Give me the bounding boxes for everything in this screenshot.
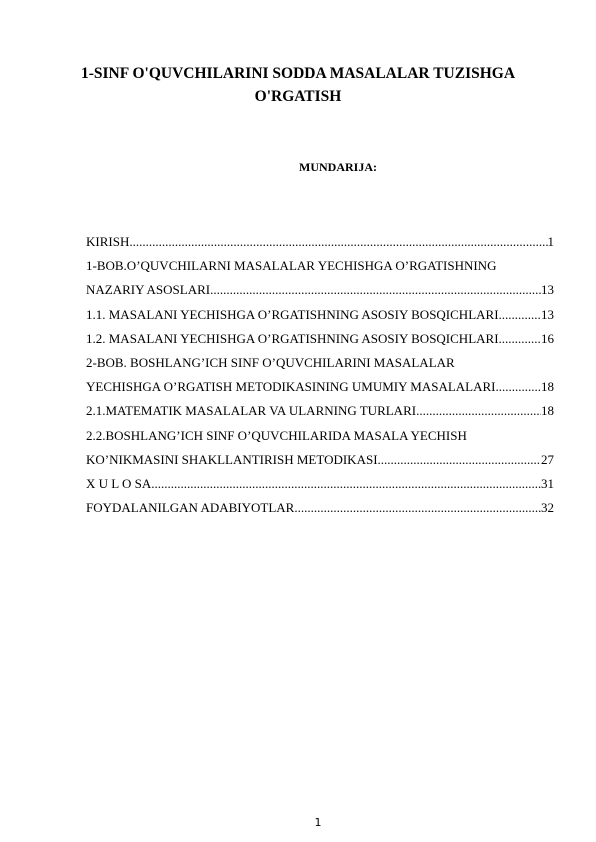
title-line-2: O'RGATISH [254, 88, 342, 105]
toc-entry-page: 1 [547, 234, 554, 249]
toc-entry-page: 31 [541, 475, 554, 491]
toc-entry-label: YECHISHGA O’RGATISH METODIKASINING UMUMIY MASALALARI [86, 379, 496, 395]
table-of-contents [86, 230, 554, 520]
toc-entry-page: 32 [541, 500, 554, 516]
toc-entry-section-1-2[interactable] [86, 327, 554, 351]
toc-leader-dots [496, 375, 542, 399]
toc-entry-label: 2.1.MATEMATIK MASALALAR VA ULARNING TURLARI [86, 403, 417, 419]
toc-entry-label: KIRISH [86, 234, 130, 249]
toc-leader-dots [294, 496, 541, 520]
toc-leader-dots [151, 472, 541, 496]
toc-entry-section-2-2[interactable] [86, 424, 554, 472]
toc-entry-chapter-2[interactable] [86, 351, 554, 399]
toc-entry-page: 27 [541, 451, 554, 467]
toc-entry-page: 13 [541, 282, 554, 298]
toc-entry-references[interactable] [86, 496, 554, 520]
toc-entry-page: 18 [541, 379, 554, 395]
toc-entry-page: 13 [541, 306, 554, 322]
toc-leader-dots [416, 399, 541, 423]
toc-entry-page: 16 [541, 330, 554, 346]
toc-leader-dots [129, 230, 547, 254]
toc-entry-label-line-1: 2-BOB. BOSHLANG’ICH SINF O’QUVCHILARINI MASALALAR [86, 354, 455, 370]
toc-entry-label: X U L O SA [86, 475, 152, 491]
toc-entry-section-1-1[interactable] [86, 303, 554, 327]
toc-entry-label-line-1: 1-BOB.O’QUVCHILARNI MASALALAR YECHISHGA O’RGATISHNING [86, 258, 497, 274]
toc-entry-chapter-1[interactable] [86, 254, 554, 302]
toc-entry-label: KO’NIKMASINI SHAKLLANTIRISH METODIKASI [86, 451, 378, 467]
toc-entry-row [86, 278, 554, 302]
document-title [80, 62, 516, 108]
toc-entry-section-2-1[interactable] [86, 399, 554, 423]
toc-entry-label: 1.2. MASALANI YECHISHGA O’RGATISHNING ASOSIY BOSQICHLARI. [86, 330, 502, 346]
toc-entry-xulosa[interactable] [86, 472, 554, 496]
toc-entry-page: 18 [541, 403, 554, 419]
toc-entry-label: NAZARIY ASOSLARI [86, 282, 211, 298]
toc-leader-dots [378, 448, 541, 472]
toc-entry-label-line-1: 2.2.BOSHLANG’ICH SINF O’QUVCHILARIDA MASALA YECHISH [86, 427, 467, 443]
toc-leader-dots [502, 327, 541, 351]
toc-leader-dots [210, 278, 541, 302]
page-number: 1 [314, 816, 322, 829]
toc-entry-row [86, 448, 554, 472]
toc-leader-dots [502, 303, 541, 327]
toc-heading: MUNDARIJA: [299, 160, 377, 174]
toc-entry-label: 1.1. MASALANI YECHISHGA O’RGATISHNING ASOSIY BOSQICHLARI. [86, 306, 502, 322]
toc-entry-label: FOYDALANILGAN ADABIYOTLAR [86, 500, 295, 516]
toc-entry-row [86, 375, 554, 399]
toc-entry-kirish[interactable] [86, 230, 554, 254]
title-line-1: 1-SINF O'QUVCHILARINI SODDA MASALALAR TUZISHGA [80, 65, 516, 82]
